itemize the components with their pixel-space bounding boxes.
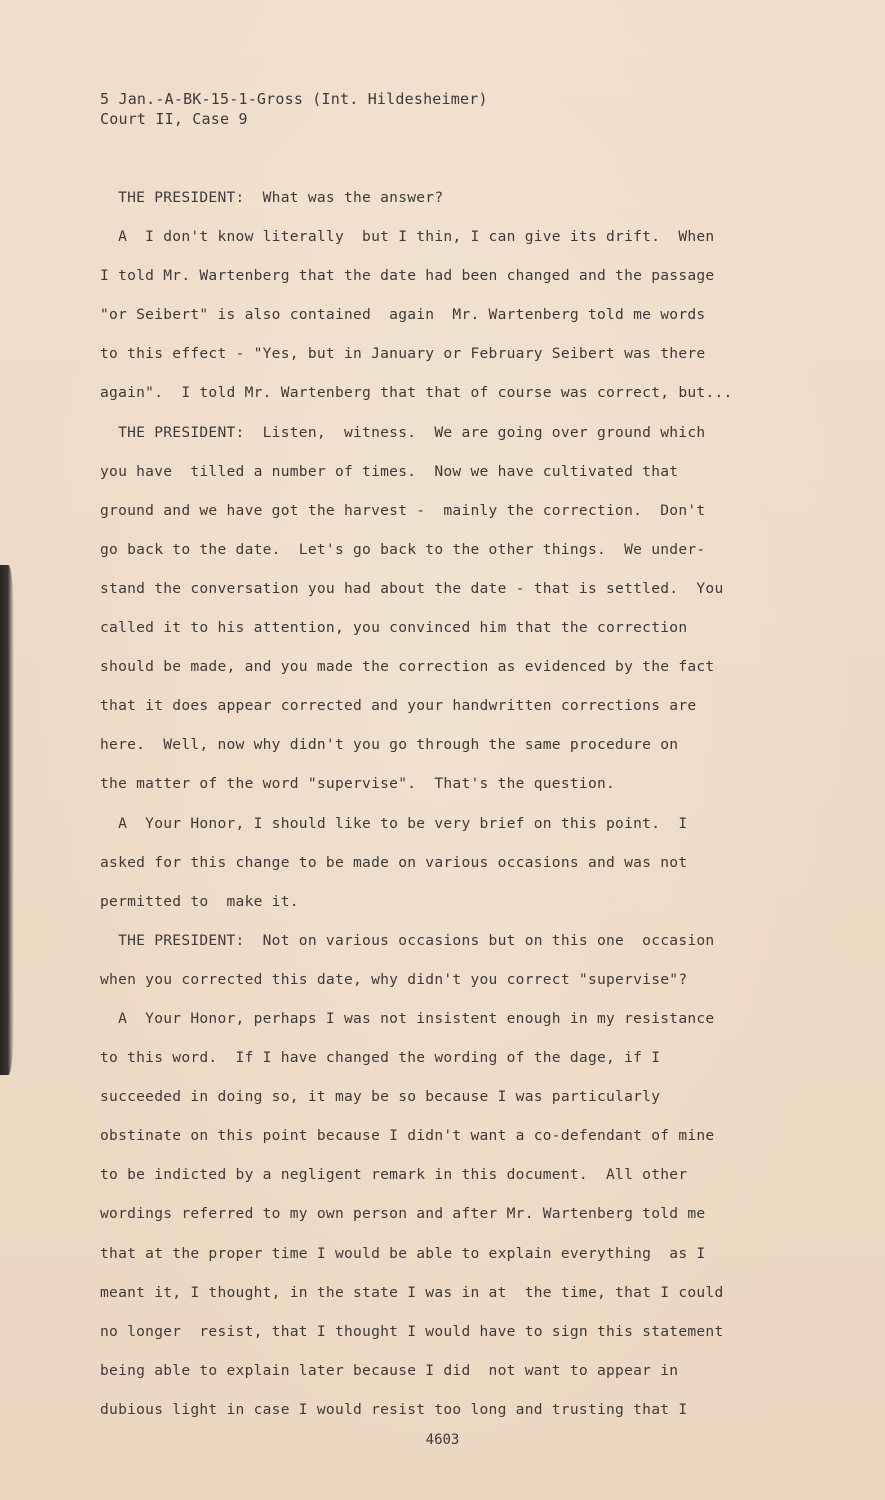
transcript-line: stand the conversation you had about the date - that is settled. You xyxy=(100,579,724,597)
binding-shadow xyxy=(0,565,14,1075)
transcript-line: no longer resist, that I thought I would have to sign this statement xyxy=(100,1322,724,1340)
transcript-line: A I don't know literally but I thin, I can give its drift. When xyxy=(100,228,715,246)
header-reference-line: 5 Jan.-A-BK-15-1-Gross (Int. Hildesheimer) xyxy=(100,90,488,108)
transcript-line: THE PRESIDENT: Listen, witness. We are going over ground which xyxy=(100,423,706,441)
transcript-line: you have tilled a number of times. Now we have cultivated that xyxy=(100,462,679,480)
transcript-line: permitted to make it. xyxy=(100,892,299,910)
transcript-line: should be made, and you made the correction as evidenced by the fact xyxy=(100,658,715,676)
page-number: 4603 xyxy=(425,1432,460,1448)
transcript-line: "or Seibert" is also contained again Mr. Wartenberg told me words xyxy=(100,306,706,324)
transcript-line: THE PRESIDENT: What was the answer? xyxy=(100,189,444,206)
transcript-line: to be indicted by a negligent remark in this document. All other xyxy=(100,1166,688,1184)
transcript-body xyxy=(100,184,800,1435)
transcript-line: asked for this change to be made on various occasions and was not xyxy=(100,853,688,871)
transcript-line: that at the proper time I would be able to explain everything as I xyxy=(100,1244,706,1262)
transcript-line: when you corrected this date, why didn't you correct "supervise"? xyxy=(100,970,688,988)
header-court-line: Court II, Case 9 xyxy=(100,110,248,128)
transcript-line: THE PRESIDENT: Not on various occasions but on this one occasion xyxy=(100,931,715,949)
transcript-line: I told Mr. Wartenberg that the date had been changed and the passage xyxy=(100,267,715,285)
transcript-line: the matter of the word "supervise". That's the question. xyxy=(100,775,616,793)
transcript-line: called it to his attention, you convinced him that the correction xyxy=(100,619,688,637)
transcript-line: to this effect - "Yes, but in January or February Seibert was there xyxy=(100,345,706,363)
transcript-line: wordings referred to my own person and after Mr. Wartenberg told me xyxy=(100,1205,706,1223)
transcript-line: succeeded in doing so, it may be so because I was particularly xyxy=(100,1088,661,1106)
transcript-line: to this word. If I have changed the wording of the dage, if I xyxy=(100,1049,661,1067)
transcript-line: go back to the date. Let's go back to the other things. We under- xyxy=(100,540,706,558)
transcript-line: obstinate on this point because I didn't want a co-defendant of mine xyxy=(100,1127,715,1145)
transcript-line: meant it, I thought, in the state I was in at the time, that I could xyxy=(100,1283,724,1301)
transcript-line: here. Well, now why didn't you go through the same procedure on xyxy=(100,736,679,754)
transcript-line: again". I told Mr. Wartenberg that that of course was correct, but... xyxy=(100,384,733,402)
document-header xyxy=(100,89,488,129)
transcript-line: ground and we have got the harvest - mainly the correction. Don't xyxy=(100,501,706,519)
transcript-line: that it does appear corrected and your handwritten corrections are xyxy=(100,697,697,715)
transcript-line: dubious light in case I would resist too long and trusting that I xyxy=(100,1400,688,1418)
transcript-line: A Your Honor, I should like to be very brief on this point. I xyxy=(100,814,688,832)
transcript-line: being able to explain later because I did not want to appear in xyxy=(100,1361,679,1379)
transcript-line: A Your Honor, perhaps I was not insistent enough in my resistance xyxy=(100,1009,715,1027)
